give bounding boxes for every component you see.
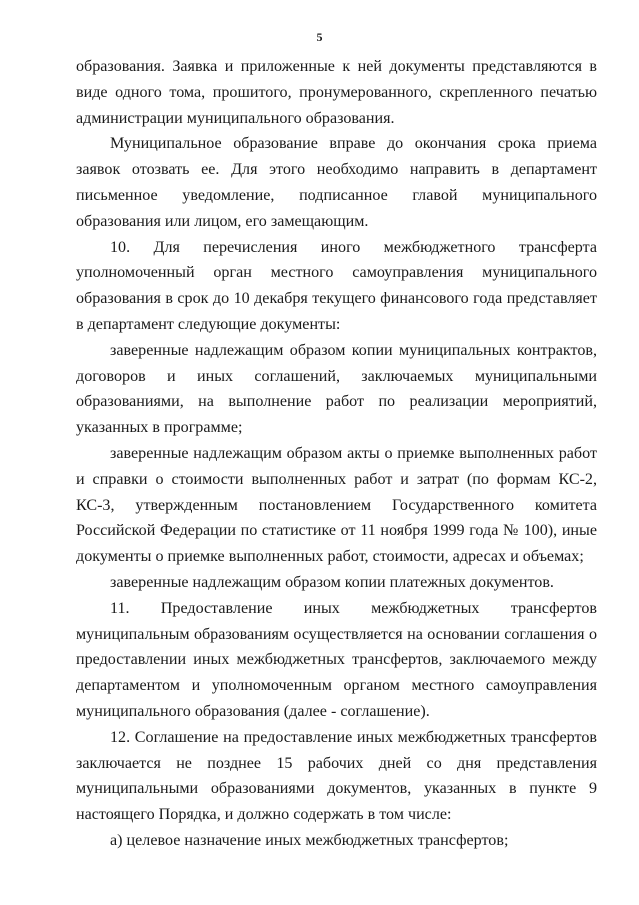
- paragraph-11: 11. Предоставление иных межбюджетных трансфертов муниципальным образованиям осуществляется на основании соглашения о предоставлении иных межбюджетных трансфертов, заключаемого между департаментом и уполномоченным органом местного самоуправления муниципального образования (далее - соглашение).: [76, 599, 597, 720]
- paragraph-12: 12. Соглашение на предоставление иных межбюджетных трансфертов заключается не позднее 15 рабочих дней со дня представления муниципальными образованиями документов, указанных в пункте 9 настоящего Порядка, и должно содержать в том числе:: [76, 728, 597, 824]
- list-item-payment-documents: заверенные надлежащим образом копии платежных документов.: [110, 573, 554, 591]
- paragraph-withdrawal: Муниципальное образование вправе до окончания срока приема заявок отозвать ее. Для этого необходимо направить в департамент письменное уведомление, подписанное главой муниципального образования или лицом, его замещающим.: [76, 135, 597, 230]
- page-number: 5: [316, 30, 323, 44]
- list-item-contracts: заверенные надлежащим образом копии муниципальных контрактов, договоров и иных соглашений, заключаемых муниципальными образованиями, на выполнение работ по реализации мероприятий, указанных в программе;: [76, 341, 597, 437]
- paragraph-10: 10. Для перечисления иного межбюджетного трансферта уполномоченный орган местного самоуправления муниципального образования в срок до 10 декабря текущего финансового года представляет в департамент следующие документы:: [76, 238, 597, 333]
- list-item-acceptance-acts: заверенные надлежащим образом акты о приемке выполненных работ и справки о стоимости выполненных работ и затрат (по формам КС-2, КС-3, утвержденным постановлением Государственного комитета Российской Федерации по статистике от 11 ноября 1999 года № 100), иные документы о приемке выполненных работ, стоимости, адресах и объемах;: [76, 444, 597, 566]
- document-body: [76, 54, 597, 854]
- paragraph-application-volume: образования. Заявка и приложенные к ней документы представляются в виде одного тома, прошитого, пронумерованного, скрепленного печатью администрации муниципального образования.: [76, 58, 597, 127]
- list-item-a: а) целевое назначение иных межбюджетных трансфертов;: [110, 831, 509, 849]
